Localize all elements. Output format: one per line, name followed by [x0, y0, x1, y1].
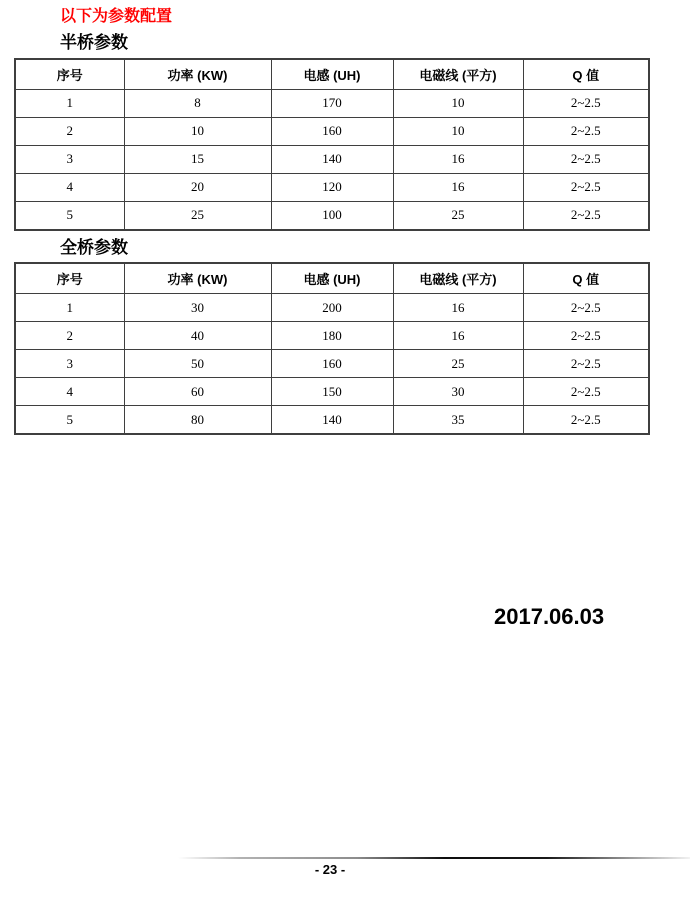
table-row [15, 294, 649, 322]
half-bridge-parameters-table [14, 58, 650, 231]
table-row [15, 145, 649, 173]
table-cell: 2~2.5 [523, 350, 649, 378]
column-header: 电感 (UH) [271, 263, 393, 294]
table-cell: 30 [124, 294, 271, 322]
table-cell: 2~2.5 [523, 294, 649, 322]
table-cell: 20 [124, 173, 271, 201]
table-cell: 5 [15, 406, 124, 435]
table-cell: 10 [124, 117, 271, 145]
table-cell: 2~2.5 [523, 145, 649, 173]
full-bridge-section [0, 238, 700, 436]
table-cell: 50 [124, 350, 271, 378]
column-header: 序号 [15, 263, 124, 294]
table-cell: 2~2.5 [523, 406, 649, 435]
table-cell: 4 [15, 173, 124, 201]
column-header: Q 值 [523, 59, 649, 90]
table-cell: 60 [124, 378, 271, 406]
table-cell: 2 [15, 322, 124, 350]
table-cell: 2~2.5 [523, 89, 649, 117]
half-bridge-table-title: 半桥参数 [60, 33, 128, 53]
header-row [15, 59, 649, 90]
table-cell: 2~2.5 [523, 201, 649, 230]
table-row [15, 173, 649, 201]
table-row [15, 378, 649, 406]
table-cell: 120 [271, 173, 393, 201]
table-cell: 2~2.5 [523, 117, 649, 145]
table-cell: 4 [15, 378, 124, 406]
full-bridge-parameters-table [14, 262, 650, 435]
table-cell: 3 [15, 350, 124, 378]
table-cell: 25 [124, 201, 271, 230]
column-header: 功率 (KW) [124, 263, 271, 294]
table-cell: 30 [393, 378, 523, 406]
table-cell: 10 [393, 117, 523, 145]
table-cell: 170 [271, 89, 393, 117]
table-cell: 40 [124, 322, 271, 350]
table-cell: 80 [124, 406, 271, 435]
full-bridge-table-title: 全桥参数 [60, 237, 128, 257]
table-cell: 3 [15, 145, 124, 173]
table-row [15, 117, 649, 145]
table-cell: 140 [271, 406, 393, 435]
table-cell: 2~2.5 [523, 322, 649, 350]
table-cell: 140 [271, 145, 393, 173]
table-cell: 160 [271, 350, 393, 378]
table-cell: 2~2.5 [523, 378, 649, 406]
table-cell: 16 [393, 145, 523, 173]
footer-divider [178, 857, 690, 859]
table-cell: 150 [271, 378, 393, 406]
document-date: 2017.06.03 [494, 604, 605, 629]
table-row [15, 89, 649, 117]
table-cell: 1 [15, 294, 124, 322]
table-cell: 10 [393, 89, 523, 117]
table-cell: 16 [393, 322, 523, 350]
table-cell: 1 [15, 89, 124, 117]
column-header: 电磁线 (平方) [393, 263, 523, 294]
table-row [15, 201, 649, 230]
table-cell: 16 [393, 294, 523, 322]
page-number: - 23 - [314, 862, 346, 877]
table-row [15, 350, 649, 378]
table-cell: 100 [271, 201, 393, 230]
config-title: 以下为参数配置 [60, 8, 173, 25]
table-cell: 2~2.5 [523, 173, 649, 201]
table-cell: 200 [271, 294, 393, 322]
table-cell: 5 [15, 201, 124, 230]
table-row [15, 322, 649, 350]
column-header: 电磁线 (平方) [393, 59, 523, 90]
column-header: Q 值 [523, 263, 649, 294]
table-cell: 15 [124, 145, 271, 173]
column-header: 电感 (UH) [271, 59, 393, 90]
header-row [15, 263, 649, 294]
table-cell: 16 [393, 173, 523, 201]
table-row [15, 406, 649, 435]
table-cell: 2 [15, 117, 124, 145]
table-cell: 25 [393, 350, 523, 378]
table-cell: 35 [393, 406, 523, 435]
column-header: 序号 [15, 59, 124, 90]
table-cell: 180 [271, 322, 393, 350]
table-cell: 25 [393, 201, 523, 230]
table-cell: 8 [124, 89, 271, 117]
half-bridge-section [0, 33, 700, 231]
column-header: 功率 (KW) [124, 59, 271, 90]
table-cell: 160 [271, 117, 393, 145]
